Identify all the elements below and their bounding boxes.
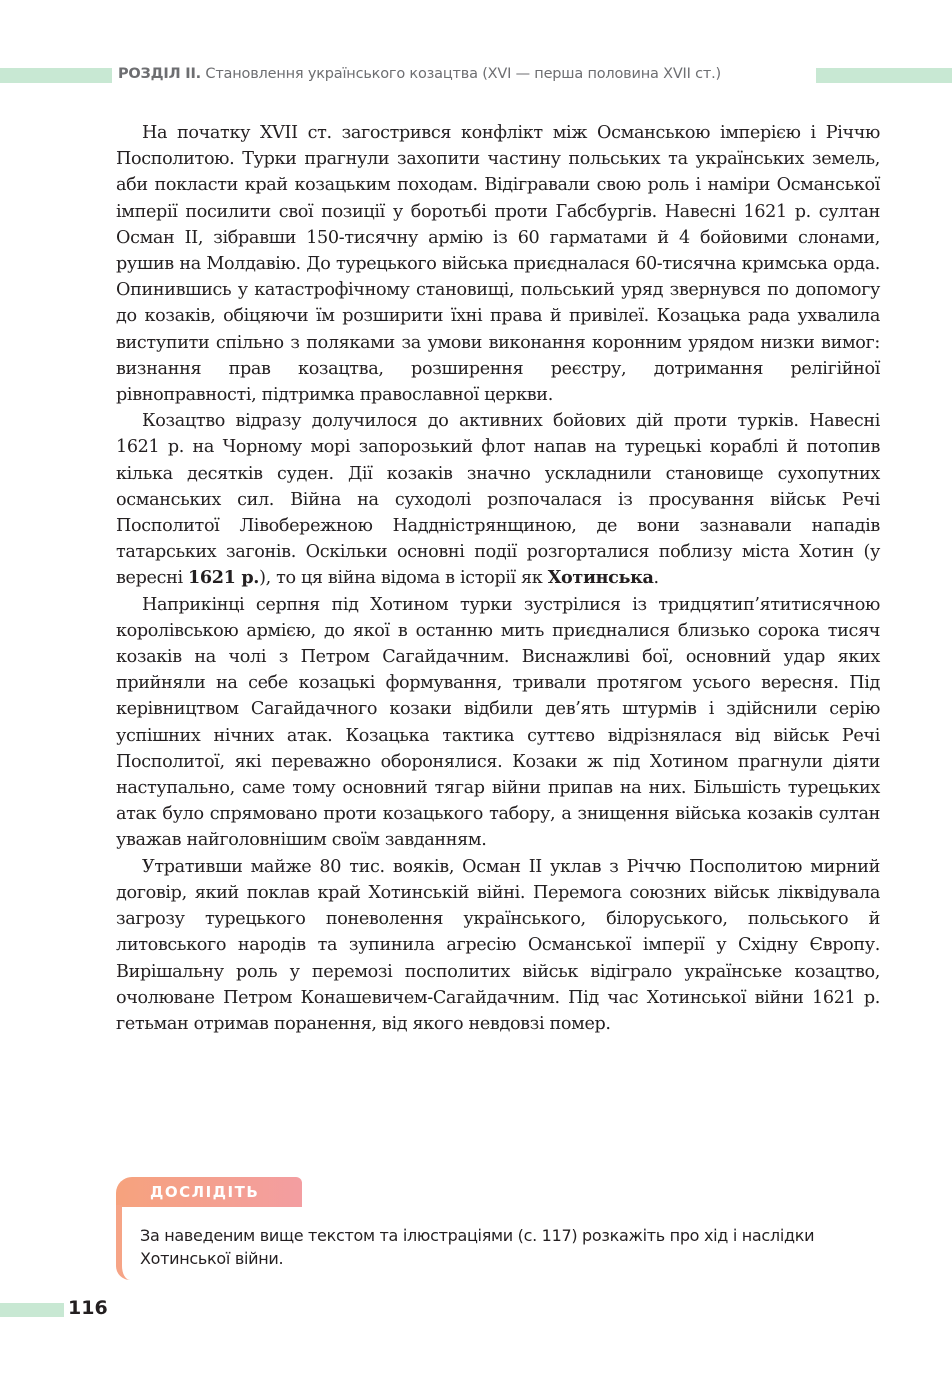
text-run: Утративши майже 80 тис. вояків, Осман II уклав з Річчю Посполитою мирний договір, який поклав край Хотинській війні. Перемога союзних військ ліквідувала загрозу турецького поневолення українського, білоруського, польського й литовського народів та зупинила агресію Османської імперії у Східну Європу. Вирішальну роль у перемозі посполитих військ відіграло українське козацтво, очолюване Петром Конашевичем-Сагайдачним. Під час Хотинської війни 1621 р. гетьман отримав поранення, від якого невдовзі помер.	[116, 856, 880, 1034]
bold-term: Хотинська	[547, 567, 654, 589]
body-paragraph	[116, 592, 880, 854]
text-run: Козацтво відразу долучилося до активних бойових дій проти турків. Навесні 1621 р. на Чорному морі запорозький флот напав на турецькі кораблі й потопив кілька десятків суден. Дії козаків значно ускладнили становище сухопутних османських сил. Війна на суходолі розпочалася із просування військ Речі Посполитої Лівобережною Наддністрянщиною, де вони зазнавали нападів татарських загонів. Оскільки основні події розгорталися поблизу міста Хотин (у вересні	[116, 411, 880, 589]
bold-term: 1621 р.	[188, 567, 260, 589]
body-paragraph	[116, 408, 880, 591]
body-paragraph	[116, 854, 880, 1037]
text-run: ), то ця війна відома в історії як	[259, 568, 548, 589]
page-number: 116	[68, 1297, 108, 1319]
text-run: .	[653, 568, 659, 589]
text-run: На початку XVII ст. загострився конфлікт між Османською імперією і Річчю Посполитою. Турки прагнули захопити частину польських та українських земель, аби покласти край козацьким походам. Відігравали свою роль і наміри Османської імперії посилити свої позиції у боротьбі проти Габсбургів. Навесні 1621 р. султан Осман II, зібравши 150-тисячну армію із 60 гарматами й 4 бойовими слонами, рушив на Молдавію. До турецького війська приєдналася 60-тисячна кримська орда. Опинившись у катастрофічному становищі, польський уряд звернувся по допомогу до козаків, обіцяючи їм розширити їхні права й привілеї. Козацька рада ухвалила виступити спільно з поляками за умови виконання коронним урядом низки вимог: визнання прав козацтва, розширення реєстру, дотримання релігійної рівноправності, підтримка православної церкви.	[116, 123, 880, 406]
running-header	[118, 66, 721, 86]
research-task-text: За наведеним вище текстом та ілюстраціями (с. 117) розкажіть про хід і наслідки Хотинської війни.	[140, 1226, 815, 1268]
research-label: ДОСЛІДІТЬ	[150, 1183, 260, 1201]
main-body-text	[116, 120, 880, 1037]
header-accent-bar-right	[816, 68, 952, 83]
text-run: Наприкінці серпня під Хотином турки зустрілися із тридцятип’ятитисячною королівською армією, до якої в останню мить приєдналися близько сорока тисяч козаків на чолі з Петром Сагайдачним. Виснажливі бої, основний удар яких прийняли на себе козацькі формування, тривали протягом усього вересня. Під керівництвом Сагайдачного козаки відбили дев’ять штурмів і здійснили серію успішних нічних атак. Козацька тактика суттєво відрізнялася від військ Речі Посполитої, які переважно оборонялися. Козаки ж під Хотином прагнули діяти наступально, саме тому основний тягар війни припав на них. Більшість турецьких атак було спрямовано проти козацького табору, а знищення війська козаків султан уважав найголовнішим своїм завданням.	[116, 594, 880, 851]
footer-accent-bar	[0, 1303, 64, 1317]
body-paragraph	[116, 120, 880, 408]
header-accent-bar-left	[0, 68, 112, 83]
header-section-title: Становлення українського козацтва (XVI — перша половина XVII ст.)	[205, 66, 721, 82]
header-section-label: РОЗДІЛ ІІ.	[118, 66, 201, 82]
